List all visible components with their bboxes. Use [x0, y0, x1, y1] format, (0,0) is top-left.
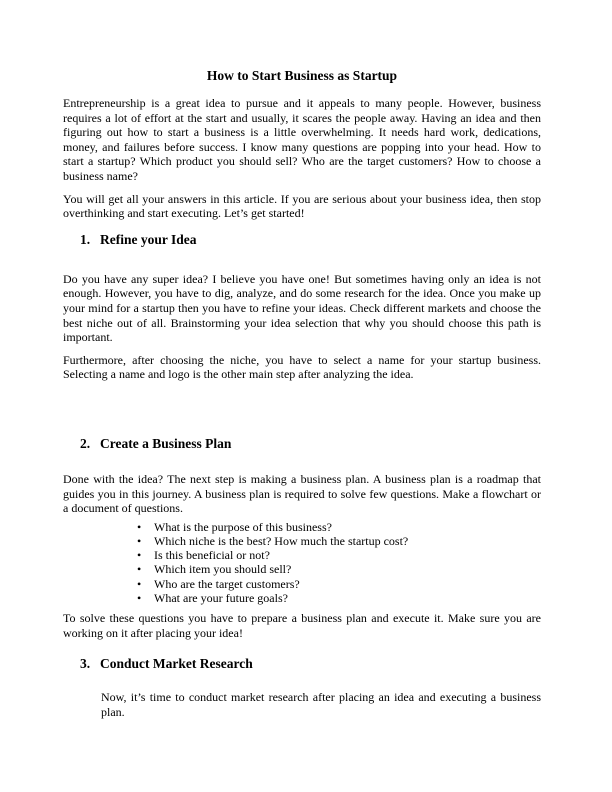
- list-item: [137, 591, 541, 605]
- list-item-text: Which niche is the best? How much the startup cost?: [154, 533, 409, 548]
- section-3-paragraph-1: Now, it’s time to conduct market research after placing an idea and executing a business plan.: [101, 690, 541, 719]
- intro-paragraph-1: Entrepreneurship is a great idea to pursue and it appeals to many people. However, business requires a lot of effort at the start and usually, it scares the people away. Having an idea and then figuring out how to start a business is a little overwhelming. It needs hard work, dedications, money, and failures before success. I know many questions are popping into your head. How to start a startup? Which product you should sell? Who are the target customers? How to choose a business name?: [63, 96, 541, 183]
- bullet-icon: •: [137, 519, 142, 534]
- section-heading-text: Conduct Market Research: [100, 656, 253, 672]
- section-number: 3.: [80, 656, 91, 672]
- bullet-icon: •: [137, 562, 142, 577]
- bullet-icon: •: [137, 548, 142, 563]
- list-item: [137, 534, 541, 548]
- section-1-paragraph-1: Do you have any super idea? I believe you have one! But sometimes having only an idea is not enough. However, you have to dig, analyze, and do some research for the idea. Once you make up your mind for a startup then you have to refine your ideas. Check different markets and choose the best niche out of all. Brainstorming your idea selection that why you should choose this path is important.: [63, 271, 541, 345]
- document-page: [63, 68, 541, 719]
- list-item: [137, 548, 541, 562]
- bullet-icon: •: [137, 576, 142, 591]
- section-2-paragraph-1: Done with the idea? The next step is making a business plan. A business plan is a roadmap that guides you in this journey. A business plan is required to solve few questions. Make a flowchart or a document of questions.: [63, 471, 541, 516]
- section-number: 1.: [80, 231, 91, 247]
- section-heading-1: [63, 232, 541, 248]
- list-item-text: Which item you should sell?: [154, 562, 292, 577]
- section-number: 2.: [80, 435, 91, 451]
- list-item-text: What is the purpose of this business?: [154, 519, 332, 534]
- bullet-icon: •: [137, 533, 142, 548]
- intro-paragraph-2: You will get all your answers in this article. If you are serious about your business idea, then stop overthinking and start executing. Let’s get started!: [63, 191, 541, 221]
- bullet-icon: •: [137, 590, 142, 605]
- question-list: [63, 520, 541, 605]
- section-heading-2: [63, 436, 541, 452]
- document-title: How to Start Business as Startup: [206, 68, 398, 83]
- section-heading-3: [63, 656, 541, 672]
- section-heading-text: Create a Business Plan: [100, 435, 232, 451]
- section-1-paragraph-2: Furthermore, after choosing the niche, you have to select a name for your startup business. Selecting a name and logo is the other main step after analyzing the idea.: [63, 352, 541, 382]
- section-2-paragraph-2: To solve these questions you have to prepare a business plan and execute it. Make sure you are working on it after placing your idea!: [63, 610, 541, 640]
- list-item: [137, 562, 541, 576]
- list-item: [137, 577, 541, 591]
- list-item-text: Is this beneficial or not?: [154, 548, 270, 563]
- section-heading-text: Refine your Idea: [100, 231, 197, 247]
- list-item-text: What are your future goals?: [154, 590, 288, 605]
- list-item: [137, 520, 541, 534]
- list-item-text: Who are the target customers?: [154, 576, 300, 591]
